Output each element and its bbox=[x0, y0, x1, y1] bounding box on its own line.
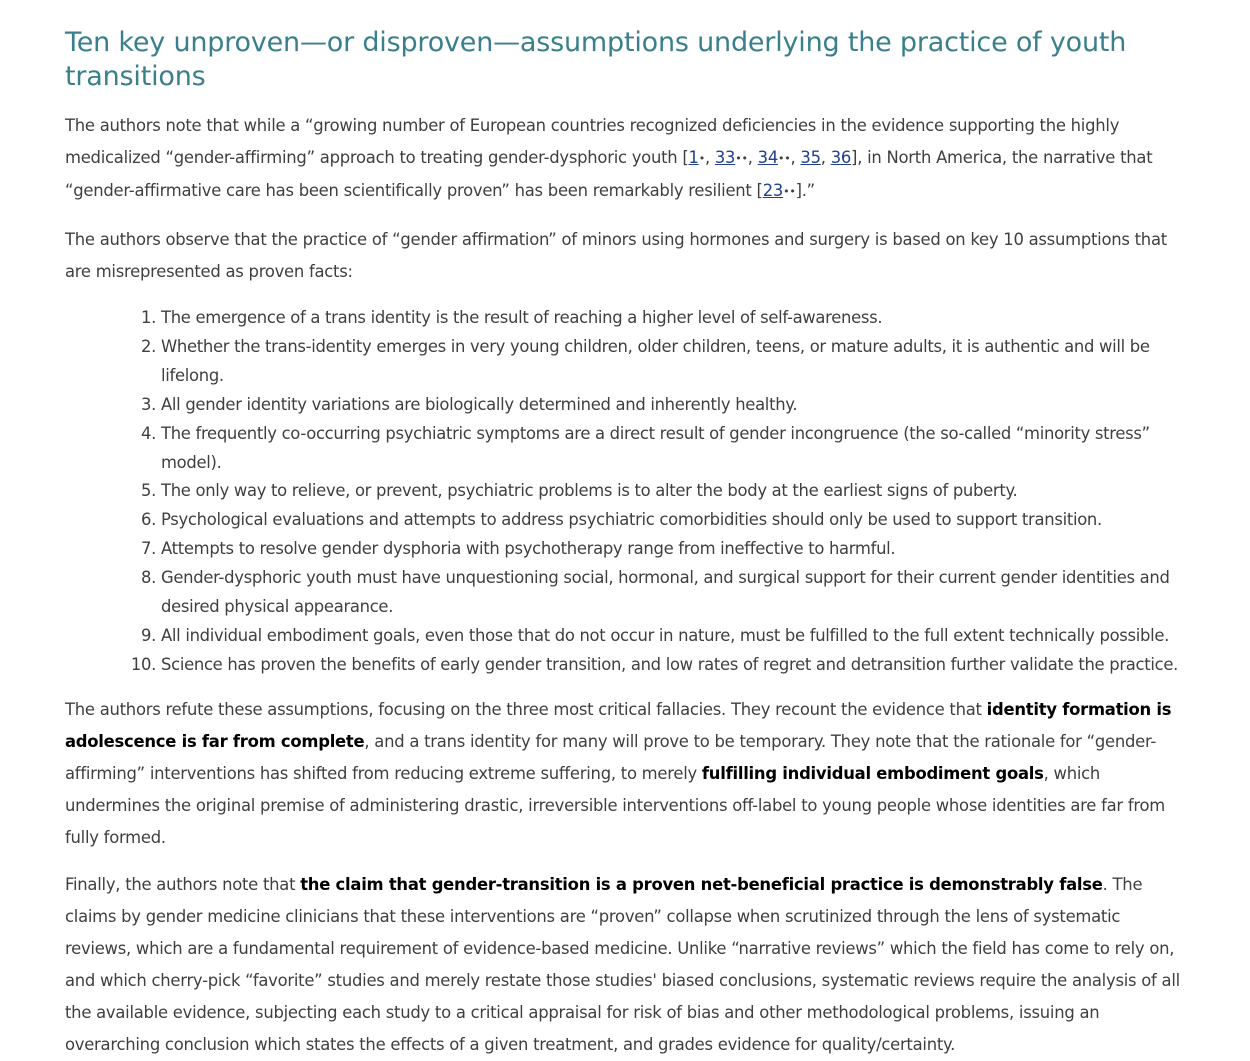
reference-link-33[interactable]: 33 bbox=[714, 148, 736, 167]
reference-mark: •• bbox=[783, 185, 796, 198]
reference-separator: , bbox=[704, 148, 715, 167]
paragraph-text: ].” bbox=[795, 181, 815, 200]
paragraph-text: ], in North America, the narrative that “gender-affirmative care has been scientifically proven” has been remarkably resilient [ bbox=[65, 148, 1153, 200]
assumption-item: 7. Attempts to resolve gender dysphoria with psychotherapy range from ineffective to harmful. bbox=[161, 535, 1185, 564]
section-heading: Ten key unproven—or disproven—assumptions underlying the practice of youth transitions bbox=[65, 27, 1127, 92]
assumption-item: 4. The frequently co-occurring psychiatric symptoms are a direct result of gender incongruence (the so-called “minority stress” model). bbox=[161, 420, 1185, 478]
reference-link-1[interactable]: 1 bbox=[688, 148, 699, 167]
paragraph-refutation bbox=[65, 694, 1185, 854]
reference-link-36[interactable]: 36 bbox=[830, 148, 852, 167]
assumption-item: 9. All individual embodiment goals, even those that do not occur in nature, must be fulfilled to the full extent technically possible. bbox=[161, 622, 1185, 651]
reference-mark: •• bbox=[778, 152, 791, 165]
reference-link-35[interactable]: 35 bbox=[800, 148, 821, 167]
paragraph-evidence-context bbox=[65, 110, 1185, 208]
paragraph-conclusion bbox=[65, 869, 1185, 1061]
assumption-item: 5. The only way to relieve, or prevent, psychiatric problems is to alter the body at the earliest signs of puberty. bbox=[161, 477, 1185, 506]
reference-list bbox=[689, 148, 852, 167]
assumption-item: 8. Gender-dysphoric youth must have unquestioning social, hormonal, and surgical support for their current gender identities and desired physical appearance. bbox=[161, 564, 1185, 622]
assumption-item: 6. Psychological evaluations and attempts to address psychiatric comorbidities should only be used to support transition. bbox=[161, 506, 1185, 535]
bold-phrase: the claim that gender-transition is a proven net-beneficial practice is demonstrably false bbox=[300, 874, 1103, 894]
bold-phrase: identity formation is adolescence is far from complete bbox=[65, 699, 1172, 751]
bold-phrase: fulfilling individual embodiment goals bbox=[701, 763, 1044, 783]
reference-separator: , bbox=[820, 148, 831, 167]
reference-link-23[interactable]: 23 bbox=[762, 181, 784, 200]
reference-mark: •• bbox=[735, 152, 748, 165]
paragraph-text: The authors refute these assumptions, focusing on the three most critical fallacies. They recount the evidence that bbox=[65, 699, 987, 719]
assumptions-list bbox=[65, 304, 1185, 680]
assumption-item: 3. All gender identity variations are biologically determined and inherently healthy. bbox=[161, 391, 1185, 420]
article bbox=[65, 26, 1185, 1061]
paragraph-text: . The claims by gender medicine clinicians that these interventions are “proven” collapse when scrutinized through the lens of systematic reviews, which are a fundamental requirement of evidence-based medicine. Unlike “narrative reviews” which the field has come to rely on, and which cherry-pick “favorite” studies and merely restate those studies' biased conclusions, systematic reviews require the analysis of all the available evidence, subjecting each study to a critical appraisal for risk of bias and other methodological problems, issuing an overarching conclusion which states the effects of a given treatment, and grades evidence for quality/certainty. bbox=[65, 874, 1180, 1054]
paragraph-assumptions-intro: The authors observe that the practice of “gender affirmation” of minors using hormones and surgery is based on key 10 assumptions that are misrepresented as proven facts: bbox=[65, 230, 1167, 281]
paragraph-text: Finally, the authors note that bbox=[65, 874, 301, 894]
reference-mark: • bbox=[698, 152, 705, 165]
paragraph-text: The authors note that while a “growing number of European countries recognized deficiencies in the evidence supporting the highly medicalized “gender-affirming” approach to treating gender-dysphoric youth [ bbox=[65, 116, 1120, 167]
reference-link-34[interactable]: 34 bbox=[757, 148, 778, 167]
paragraph-text: , and a trans identity for many will prove to be temporary. They note that the rationale for “gender-affirming” interventions has shifted from reducing extreme suffering, to merely bbox=[65, 731, 1157, 783]
reference-separator: , bbox=[747, 148, 758, 167]
assumption-item: 10. Science has proven the benefits of early gender transition, and low rates of regret and detransition further validate the practice. bbox=[161, 651, 1185, 680]
assumption-item: 2. Whether the trans-identity emerges in very young children, older children, teens, or mature adults, it is authentic and will be lifelong. bbox=[161, 333, 1185, 391]
paragraph-text: , which undermines the original premise of administering drastic, irreversible interventions off-label to young people whose identities are far from fully formed. bbox=[65, 763, 1166, 847]
reference-separator: , bbox=[790, 148, 801, 167]
assumption-item: 1. The emergence of a trans identity is the result of reaching a higher level of self-awareness. bbox=[161, 304, 1185, 333]
